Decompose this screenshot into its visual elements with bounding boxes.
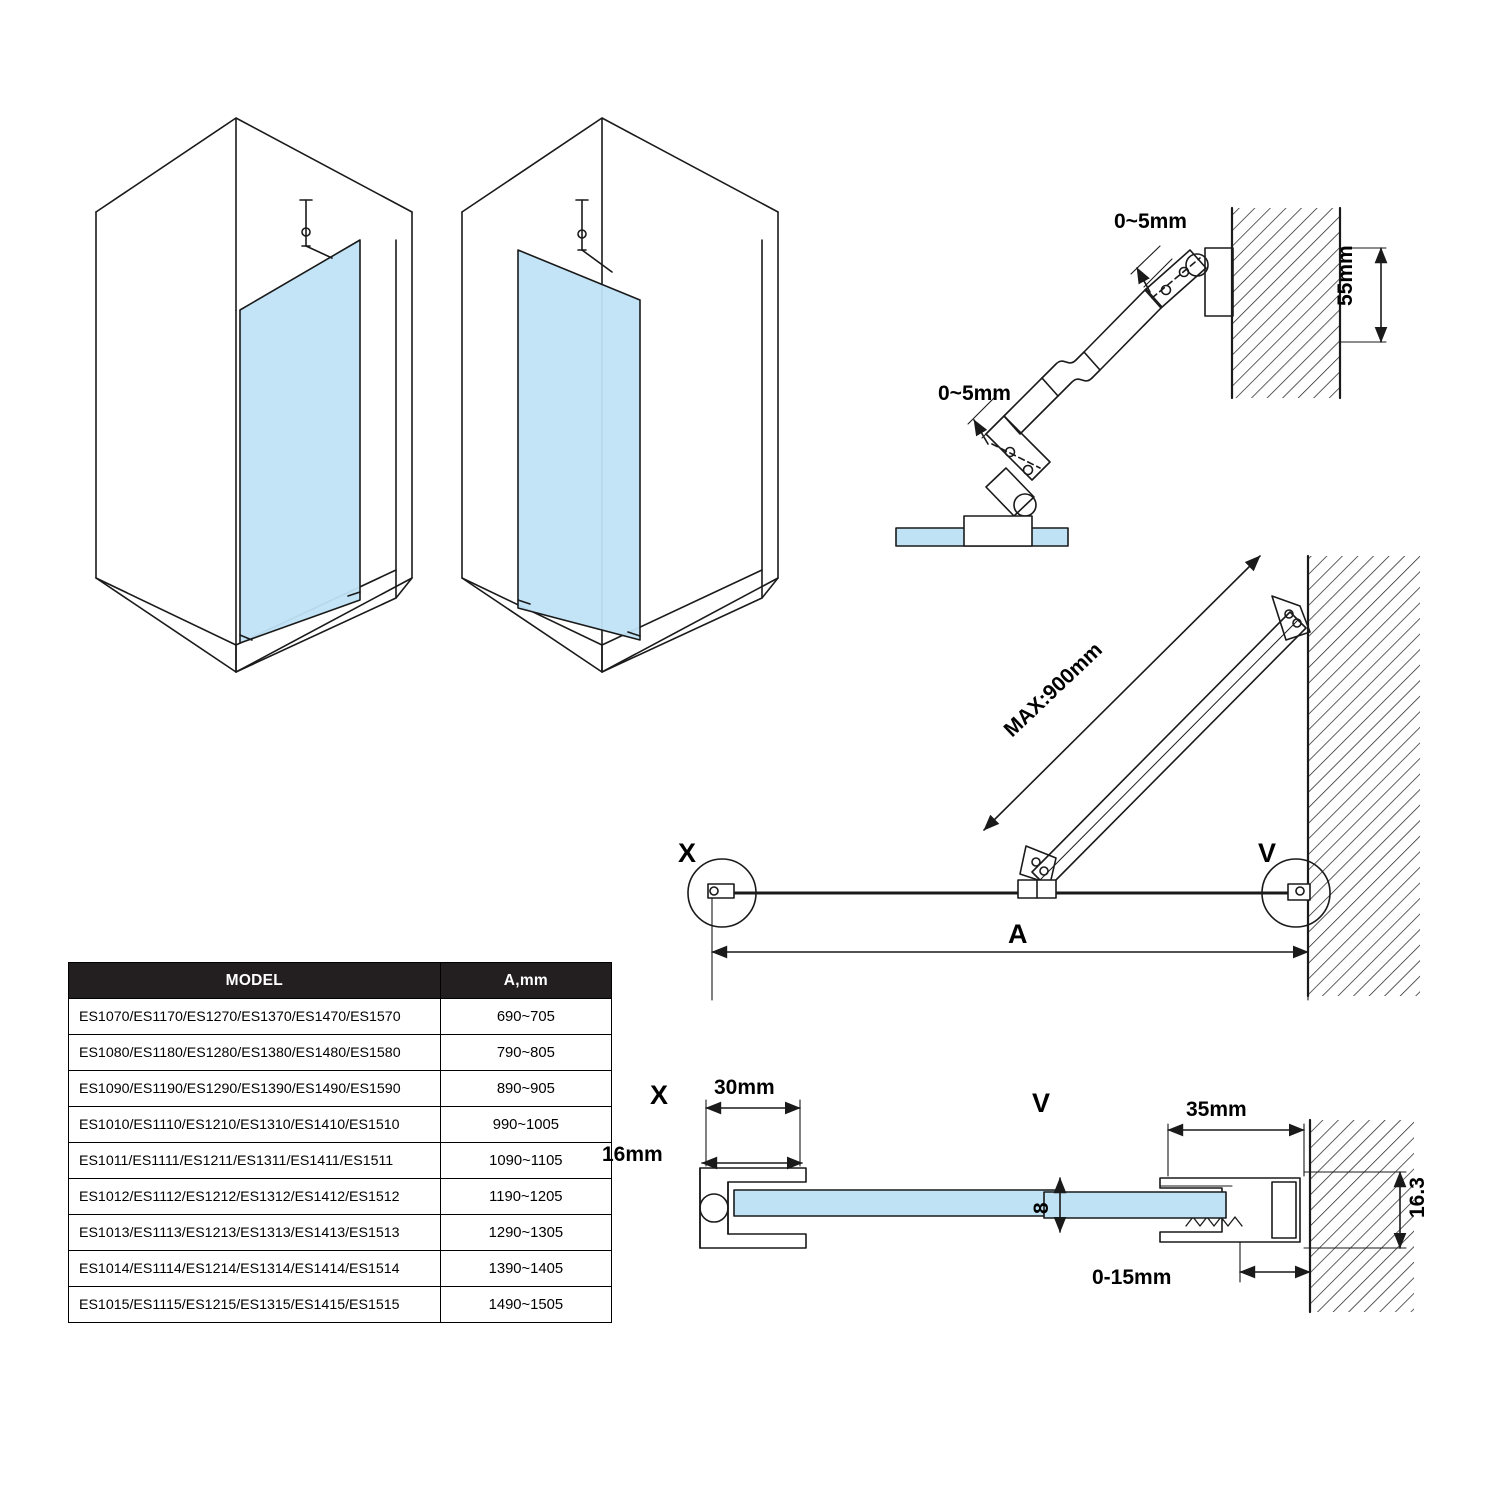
callout-x-plan: X [678, 838, 697, 868]
cell-a: 1490~1505 [440, 1287, 611, 1323]
cell-model: ES1015/ES1115/ES1215/ES1315/ES1415/ES1515 [69, 1287, 441, 1323]
header-a-mm: A,mm [440, 963, 611, 999]
enclosure-view-left [96, 118, 412, 672]
table-row [69, 1107, 612, 1143]
table-row [69, 1035, 612, 1071]
label-wall-adjust: 0-15mm [1092, 1266, 1172, 1289]
callout-v-plan: V [1258, 838, 1277, 868]
table-header-row [69, 963, 612, 999]
label-hinge-gap-bottom: 0~5mm [938, 382, 1011, 405]
detail-x-profile [700, 1100, 1064, 1248]
plan-view-support-bar [688, 556, 1420, 1000]
label-profile-v-height: 16.3 [1406, 1177, 1429, 1218]
label-profile-x-height: 16mm [602, 1143, 663, 1166]
cell-a: 1090~1105 [440, 1143, 611, 1179]
callout-v-detail: V [1032, 1088, 1051, 1118]
cell-a: 1290~1305 [440, 1215, 611, 1251]
cell-a: 690~705 [440, 999, 611, 1035]
label-dim-a: A [1008, 919, 1028, 949]
label-bar-max-length: MAX:900mm [999, 638, 1107, 742]
cell-model: ES1014/ES1114/ES1214/ES1314/ES1414/ES1514 [69, 1251, 441, 1287]
cell-model: ES1011/ES1111/ES1211/ES1311/ES1411/ES1511 [69, 1143, 441, 1179]
table-row [69, 999, 612, 1035]
label-profile-x-width: 30mm [714, 1076, 775, 1099]
cell-model: ES1013/ES1113/ES1213/ES1313/ES1413/ES1513 [69, 1215, 441, 1251]
label-hinge-gap-top: 0~5mm [1114, 210, 1187, 233]
cell-model: ES1012/ES1112/ES1212/ES1312/ES1412/ES1512 [69, 1179, 441, 1215]
label-glass-thickness: 8 [1030, 1202, 1053, 1214]
model-spec-table [68, 962, 612, 1323]
cell-model: ES1070/ES1170/ES1270/ES1370/ES1470/ES1570 [69, 999, 441, 1035]
cell-a: 1390~1405 [440, 1251, 611, 1287]
label-profile-v-width: 35mm [1186, 1098, 1247, 1121]
cell-a: 890~905 [440, 1071, 611, 1107]
callout-x-detail: X [650, 1080, 669, 1110]
header-model: MODEL [69, 963, 441, 999]
cell-a: 1190~1205 [440, 1179, 611, 1215]
table-row [69, 1287, 612, 1323]
cell-model: ES1090/ES1190/ES1290/ES1390/ES1490/ES1590 [69, 1071, 441, 1107]
table-row [69, 1143, 612, 1179]
cell-a: 990~1005 [440, 1107, 611, 1143]
table-row [69, 1179, 612, 1215]
cell-a: 790~805 [440, 1035, 611, 1071]
label-bracket-depth: 55mm [1334, 245, 1357, 306]
table-row [69, 1215, 612, 1251]
table-row [69, 1251, 612, 1287]
bracket-detail [896, 208, 1386, 546]
enclosure-view-right [462, 118, 778, 672]
cell-model: ES1080/ES1180/ES1280/ES1380/ES1480/ES1580 [69, 1035, 441, 1071]
table-row [69, 1071, 612, 1107]
cell-model: ES1010/ES1110/ES1210/ES1310/ES1410/ES1510 [69, 1107, 441, 1143]
